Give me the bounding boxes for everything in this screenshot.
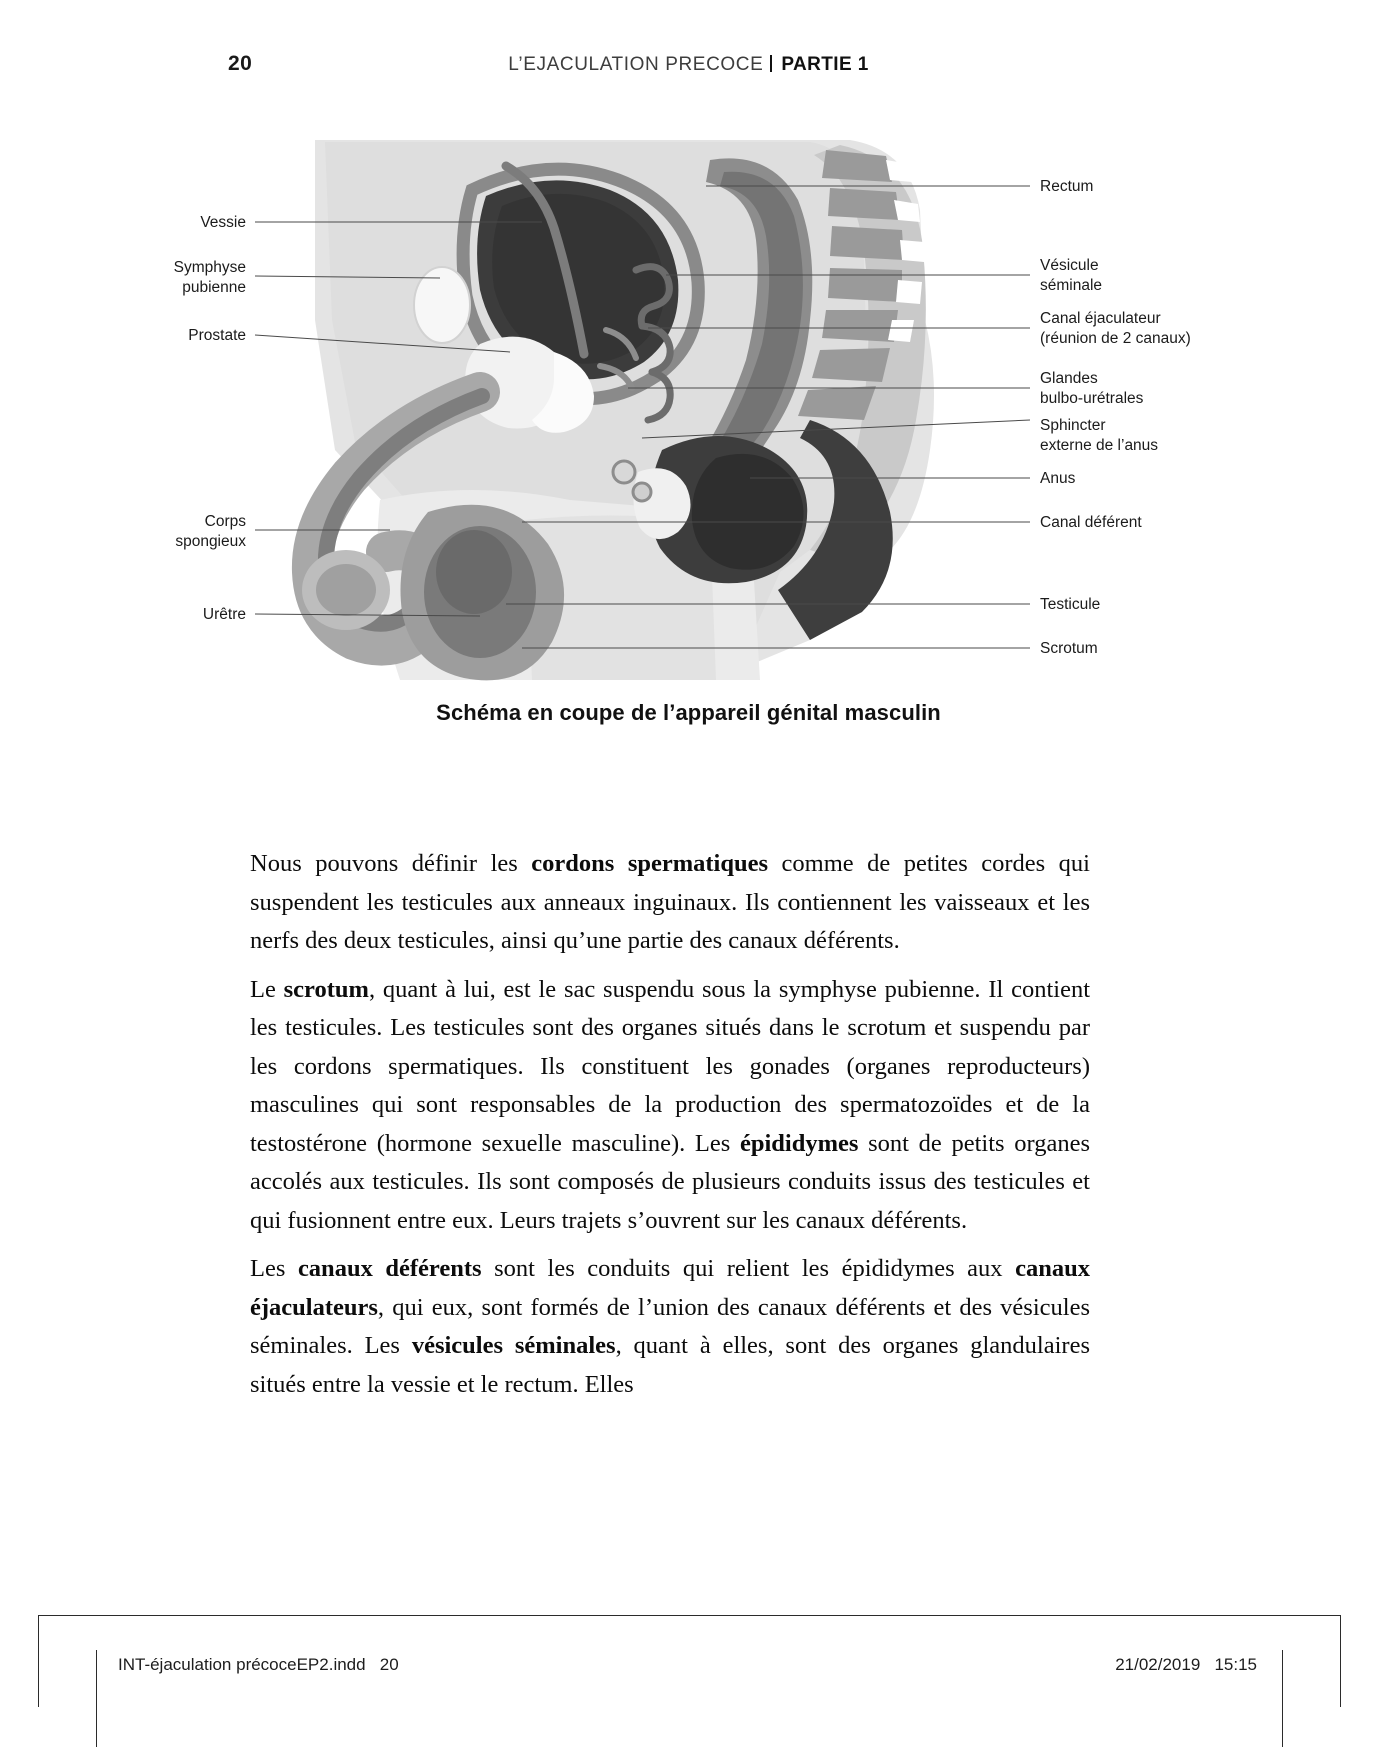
label-vesicule-line2: séminale: [1040, 277, 1103, 294]
label-symphyse-line1: Symphyse: [173, 259, 246, 276]
anatomy-diagram: [150, 120, 1230, 690]
crop-mark-left-inner: [96, 1650, 97, 1747]
figure-caption: Schéma en coupe de l’appareil génital masculin: [436, 700, 941, 725]
p3-s4: , quant à elles, sont des organes glandulaires situés entre la vessie et le rectum. Elles: [250, 1332, 1090, 1398]
p3-b1: canaux déférents: [297, 1255, 482, 1282]
testicle-inner-shape: [436, 530, 512, 614]
label-sphincter-line1: Sphincter: [1040, 417, 1106, 434]
body-text: [250, 845, 1090, 1412]
p3-b3: vésicules séminales: [411, 1332, 616, 1359]
paragraph-1: [250, 845, 1090, 961]
glans-inner-shape: [316, 564, 376, 616]
header-title-block: [0, 54, 1377, 76]
p3-s2: sont les conduits qui relient les épididymes aux: [481, 1255, 1016, 1282]
label-vesicule-line1: Vésicule: [1040, 257, 1099, 274]
label-canal-ejaculateur-line1: Canal éjaculateur: [1040, 310, 1161, 327]
label-canal-ejaculateur-line2: (réunion de 2 canaux): [1040, 330, 1191, 347]
label-uretre: Urêtre: [202, 606, 246, 623]
footer-timestamp: 21/02/2019 15:15: [1115, 1655, 1257, 1674]
label-vessie: Vessie: [200, 214, 246, 231]
label-scrotum: Scrotum: [1040, 640, 1098, 657]
p3-s3: , qui eux, sont formés de l’union des canaux déférents et des vésicules séminales. Les: [250, 1293, 1090, 1359]
p2-s1: Le: [250, 975, 284, 1003]
p2-s3: sont de petits organes accolés aux testicules. Ils sont composés de plusieurs conduits issus des testicules et qui fusionnent entre eux. Leurs trajets s’ouvrent sur les canaux déférents.: [250, 1129, 1091, 1234]
header-divider: [770, 55, 772, 72]
label-sphincter-line2: externe de l’anus: [1040, 437, 1159, 454]
label-testicule: Testicule: [1040, 596, 1101, 613]
label-prostate: Prostate: [188, 327, 246, 344]
label-glandes-line2: bulbo-urétrales: [1040, 390, 1144, 407]
header-book-title: L’EJACULATION PRECOCE: [508, 54, 764, 75]
page-number: 20: [228, 52, 253, 75]
label-symphyse-line2: pubienne: [182, 279, 246, 296]
label-anus: Anus: [1040, 470, 1076, 487]
p2-b2: épididymes: [740, 1129, 859, 1157]
header-part-label: PARTIE 1: [781, 54, 869, 75]
footer-filename: INT-éjaculation précoceEP2.indd 20: [118, 1655, 399, 1674]
p3-b2: canaux éjaculateurs: [250, 1255, 1090, 1321]
bulbo-urethral-gland-shape: [613, 461, 635, 483]
p1-bold: cordons spermatiques: [531, 850, 769, 877]
crop-mark-right-inner: [1282, 1650, 1283, 1747]
p3-s1: Les: [250, 1255, 298, 1282]
label-corps-spongieux-line2: spongieux: [175, 533, 246, 550]
p1-before: Nous pouvons définir les: [250, 850, 532, 877]
p1-after: comme de petites cordes qui suspendent les testicules aux anneaux inguinaux. Ils contiennent les vaisseaux et les nerfs des deux testicules, ainsi qu’une partie des canaux déférents.: [250, 850, 1090, 954]
running-header: [0, 52, 1377, 86]
label-canal-deferent: Canal déférent: [1040, 514, 1142, 531]
crop-mark-right-outer: [1340, 1615, 1341, 1707]
anatomy-figure: [150, 120, 1230, 690]
label-rectum: Rectum: [1040, 178, 1094, 195]
p2-s2: , quant à lui, est le sac suspendu sous la symphyse pubienne. Il contient les testicules. Les testicules sont des organes situés dans le scrotum et suspendu par les cordons spermatiques. Ils constituent les gonades (organes reproducteurs) masculines qui sont responsables de la production des spermatozoïdes et de la testostérone (hormone sexuelle masculine). Les: [250, 975, 1091, 1157]
label-corps-spongieux-line1: Corps: [204, 513, 246, 530]
p2-b1: scrotum: [283, 975, 369, 1003]
paragraph-2: [250, 971, 1090, 1241]
footer-rule: [38, 1615, 1340, 1616]
crop-mark-left-outer: [38, 1615, 39, 1707]
label-glandes-line1: Glandes: [1040, 370, 1098, 387]
paragraph-3: [250, 1250, 1090, 1404]
bulbo-urethral-gland-shape-2: [633, 483, 651, 501]
